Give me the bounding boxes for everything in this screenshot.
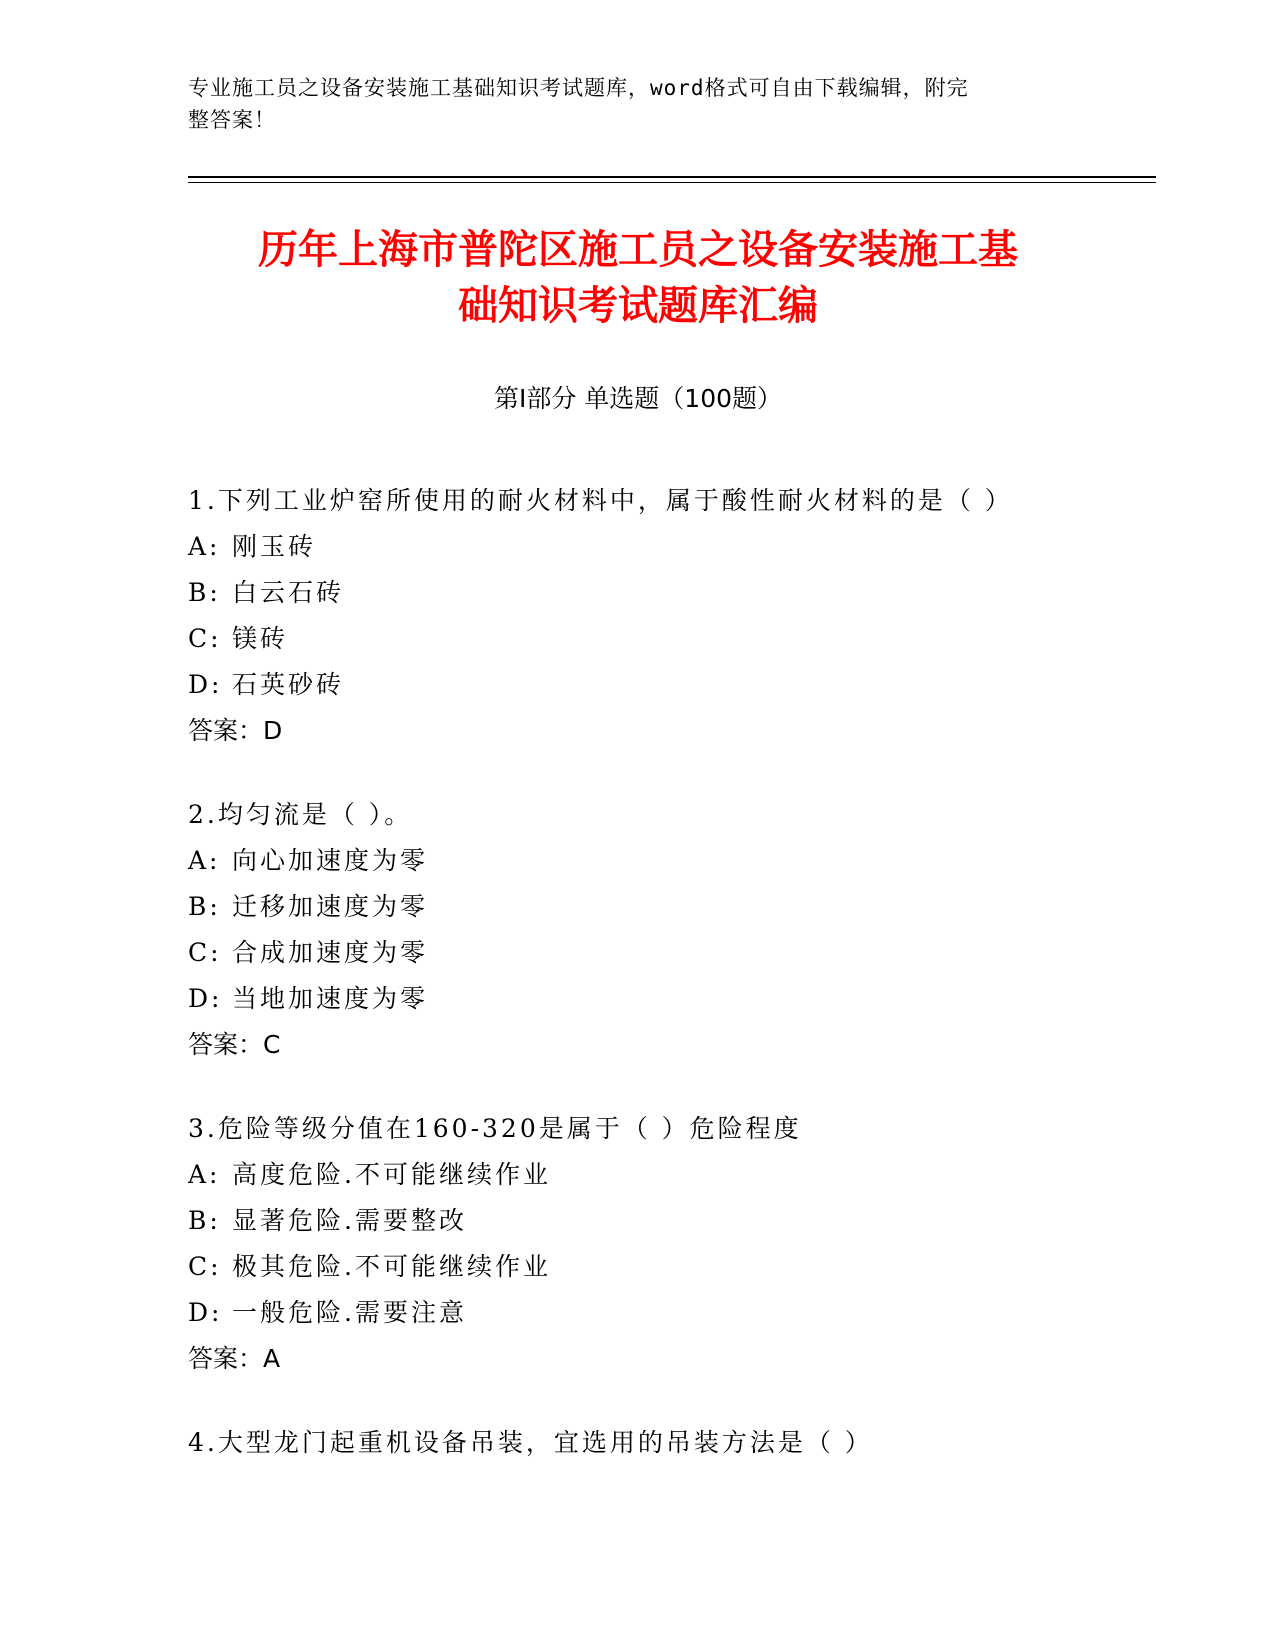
answer: 答案：A [188, 1344, 281, 1373]
question-stem: 4.大型龙门起重机设备吊装，宜选用的吊装方法是（ ） [188, 1428, 873, 1457]
question-3 [188, 1106, 1088, 1382]
header-note-line-1: 专业施工员之设备安装施工基础知识考试题库，word格式可自由下载编辑，附完 [188, 76, 969, 100]
option-d [188, 976, 1088, 1022]
question-2 [188, 792, 1088, 1068]
document-title-line-2: 础知识考试题库汇编 [458, 283, 818, 329]
option-letter: D: [188, 984, 223, 1013]
option-text: 石英砂砖 [232, 670, 345, 699]
header-note [188, 72, 1068, 136]
option-b [188, 884, 1088, 930]
answer: 答案：C [188, 1030, 281, 1059]
document-title-line-1: 历年上海市普陀区施工员之设备安装施工基 [258, 227, 1018, 273]
option-letter: C: [188, 1252, 222, 1281]
option-a [188, 1152, 1088, 1198]
option-letter: D: [188, 1298, 223, 1327]
header-divider-thin [188, 182, 1156, 183]
option-letter: B: [188, 1206, 221, 1235]
question-list [188, 478, 1088, 1504]
document-title [188, 222, 1088, 334]
question-4 [188, 1420, 1088, 1466]
option-text: 向心加速度为零 [232, 846, 429, 875]
option-text: 极其危险.不可能继续作业 [232, 1252, 551, 1281]
option-letter: C: [188, 938, 222, 967]
option-letter: A: [188, 532, 221, 561]
option-text: 镁砖 [232, 624, 289, 653]
option-letter: A: [188, 1160, 221, 1189]
question-1 [188, 478, 1088, 754]
question-stem: 2.均匀流是（ ）。 [188, 800, 413, 829]
option-a [188, 838, 1088, 884]
option-b [188, 1198, 1088, 1244]
option-b [188, 570, 1088, 616]
option-text: 刚玉砖 [232, 532, 317, 561]
option-text: 一般危险.需要注意 [232, 1298, 467, 1327]
header-divider-thick [188, 176, 1156, 178]
question-stem: 1.下列工业炉窑所使用的耐火材料中，属于酸性耐火材料的是（ ） [188, 486, 1013, 515]
option-letter: C: [188, 624, 222, 653]
option-letter: D: [188, 670, 223, 699]
option-letter: B: [188, 578, 221, 607]
option-d [188, 662, 1088, 708]
option-c [188, 930, 1088, 976]
option-text: 迁移加速度为零 [232, 892, 429, 921]
question-stem: 3.危险等级分值在160-320是属于（ ）危险程度 [188, 1114, 802, 1143]
option-c [188, 616, 1088, 662]
header-note-line-2: 整答案！ [188, 108, 276, 132]
answer: 答案：D [188, 716, 283, 745]
option-letter: B: [188, 892, 221, 921]
option-text: 合成加速度为零 [232, 938, 429, 967]
option-text: 高度危险.不可能继续作业 [232, 1160, 551, 1189]
option-text: 白云石砖 [232, 578, 345, 607]
option-text: 当地加速度为零 [232, 984, 429, 1013]
option-a [188, 524, 1088, 570]
option-text: 显著危险.需要整改 [232, 1206, 467, 1235]
section-heading: 第Ⅰ部分 单选题（100题） [493, 384, 783, 413]
option-letter: A: [188, 846, 221, 875]
option-d [188, 1290, 1088, 1336]
option-c [188, 1244, 1088, 1290]
